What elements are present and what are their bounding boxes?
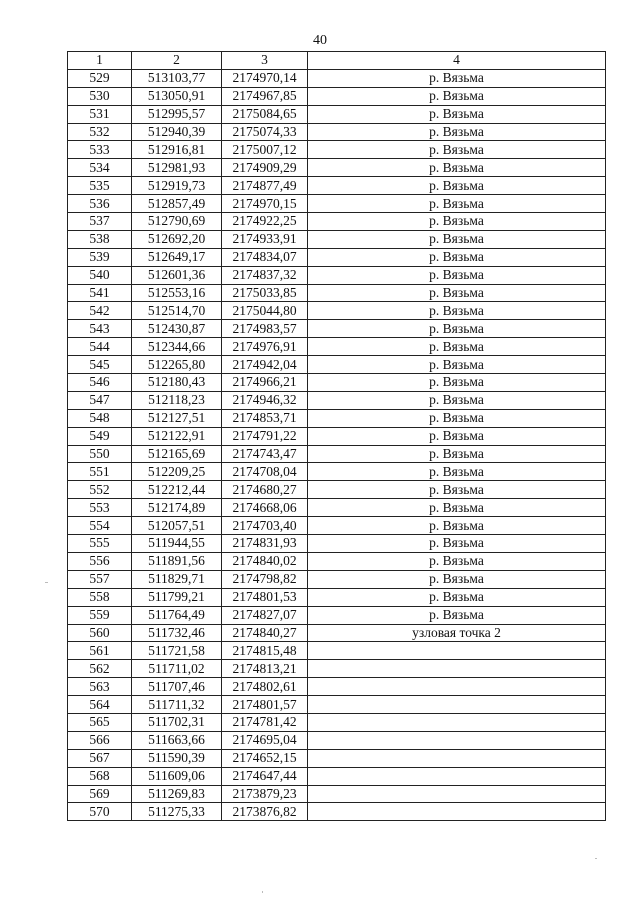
table-row [68,678,606,696]
table-cell-col-2: 511275,33 [132,803,222,821]
table-cell-col-3: 2174703,40 [222,517,308,535]
table-cell-col-3: 2174668,06 [222,499,308,517]
table-cell-col-1: 530 [68,87,132,105]
table-cell-col-1: 557 [68,570,132,588]
table-cell-col-2: 512127,51 [132,409,222,427]
table-cell-col-4 [308,803,606,821]
table-row [68,159,606,177]
table-cell-col-4: р. Вязьма [308,195,606,213]
table-cell-col-2: 512514,70 [132,302,222,320]
table-row [68,302,606,320]
table-row [68,803,606,821]
table-cell-col-4 [308,713,606,731]
table-cell-col-4: р. Вязьма [308,284,606,302]
table-cell-col-1: 568 [68,767,132,785]
table-cell-col-2: 511721,58 [132,642,222,660]
table-row [68,338,606,356]
table-cell-col-4: р. Вязьма [308,338,606,356]
table-cell-col-3: 2174970,15 [222,195,308,213]
table-cell-col-4 [308,767,606,785]
table-cell-col-3: 2175007,12 [222,141,308,159]
table-cell-col-2: 511269,83 [132,785,222,803]
table-cell-col-1: 535 [68,177,132,195]
table-cell-col-3: 2174970,14 [222,69,308,87]
table-cell-col-1: 558 [68,588,132,606]
table-cell-col-2: 511609,06 [132,767,222,785]
table-cell-col-2: 512916,81 [132,141,222,159]
table-cell-col-3: 2173876,82 [222,803,308,821]
table-cell-col-2: 512344,66 [132,338,222,356]
table-row [68,660,606,678]
table-cell-col-3: 2174922,25 [222,213,308,231]
column-header-3: 3 [222,52,308,70]
table-row [68,266,606,284]
table-cell-col-4 [308,749,606,767]
table-cell-col-1: 531 [68,105,132,123]
table-cell-col-3: 2175033,85 [222,284,308,302]
table-cell-col-1: 567 [68,749,132,767]
table-cell-col-4: р. Вязьма [308,535,606,553]
table-cell-col-2: 512165,69 [132,445,222,463]
table-row [68,570,606,588]
table-cell-col-1: 565 [68,713,132,731]
table-cell-col-4: р. Вязьма [308,177,606,195]
table-cell-col-4: р. Вязьма [308,499,606,517]
table-cell-col-4: р. Вязьма [308,105,606,123]
table-cell-col-4 [308,785,606,803]
table-cell-col-3: 2174680,27 [222,481,308,499]
table-cell-col-3: 2174840,27 [222,624,308,642]
table-row [68,374,606,392]
table-cell-col-1: 569 [68,785,132,803]
table-cell-col-4: р. Вязьма [308,320,606,338]
table-cell-col-2: 511799,21 [132,588,222,606]
table-cell-col-2: 511764,49 [132,606,222,624]
table-cell-col-4: р. Вязьма [308,159,606,177]
table-row [68,463,606,481]
table-cell-col-2: 511702,31 [132,713,222,731]
table-cell-col-4: р. Вязьма [308,391,606,409]
table-cell-col-1: 542 [68,302,132,320]
table-row [68,87,606,105]
table-cell-col-4: р. Вязьма [308,481,606,499]
table-cell-col-1: 540 [68,266,132,284]
table-cell-col-4 [308,731,606,749]
table-cell-col-3: 2174815,48 [222,642,308,660]
page-number: 40 [313,33,327,48]
table-cell-col-3: 2174967,85 [222,87,308,105]
table-row [68,624,606,642]
table-cell-col-2: 512857,49 [132,195,222,213]
table-row [68,195,606,213]
table-cell-col-3: 2173879,23 [222,785,308,803]
table-cell-col-1: 561 [68,642,132,660]
table-cell-col-2: 512692,20 [132,230,222,248]
table-cell-col-1: 564 [68,696,132,714]
table-cell-col-2: 512790,69 [132,213,222,231]
table-cell-col-3: 2174834,07 [222,248,308,266]
table-cell-col-4: р. Вязьма [308,302,606,320]
table-cell-col-4: р. Вязьма [308,230,606,248]
table-cell-col-3: 2174877,49 [222,177,308,195]
table-header-row [68,52,606,70]
table-cell-col-3: 2174837,32 [222,266,308,284]
column-header-4: 4 [308,52,606,70]
table-cell-col-4: р. Вязьма [308,266,606,284]
table-row [68,713,606,731]
table-cell-col-1: 570 [68,803,132,821]
column-header-1: 1 [68,52,132,70]
table-cell-col-4 [308,642,606,660]
table-cell-col-2: 512174,89 [132,499,222,517]
table-cell-col-1: 544 [68,338,132,356]
table-cell-col-3: 2174909,29 [222,159,308,177]
table-cell-col-4: р. Вязьма [308,552,606,570]
table-cell-col-3: 2174802,61 [222,678,308,696]
table-cell-col-1: 560 [68,624,132,642]
table-row [68,606,606,624]
table-cell-col-1: 555 [68,535,132,553]
scan-mark [45,582,48,583]
table-row [68,767,606,785]
table-cell-col-3: 2174966,21 [222,374,308,392]
table-row [68,141,606,159]
column-header-2: 2 [132,52,222,70]
table-cell-col-3: 2174798,82 [222,570,308,588]
table-cell-col-2: 512209,25 [132,463,222,481]
table-cell-col-1: 559 [68,606,132,624]
table-row [68,213,606,231]
table-cell-col-2: 511829,71 [132,570,222,588]
table-cell-col-2: 512430,87 [132,320,222,338]
table-row [68,123,606,141]
table-cell-col-1: 538 [68,230,132,248]
table-cell-col-2: 511590,39 [132,749,222,767]
table-cell-col-4: р. Вязьма [308,409,606,427]
table-cell-col-4: р. Вязьма [308,374,606,392]
table-cell-col-2: 513050,91 [132,87,222,105]
table-cell-col-1: 550 [68,445,132,463]
table-cell-col-2: 511707,46 [132,678,222,696]
table-cell-col-1: 563 [68,678,132,696]
table-cell-col-1: 547 [68,391,132,409]
table-cell-col-3: 2175084,65 [222,105,308,123]
table-row [68,749,606,767]
table-cell-col-3: 2174801,57 [222,696,308,714]
table-cell-col-3: 2174652,15 [222,749,308,767]
table-cell-col-3: 2174827,07 [222,606,308,624]
table-cell-col-3: 2174708,04 [222,463,308,481]
table-cell-col-2: 511944,55 [132,535,222,553]
scan-mark [595,858,597,859]
table-cell-col-2: 511663,66 [132,731,222,749]
table-cell-col-2: 512057,51 [132,517,222,535]
table-cell-col-1: 532 [68,123,132,141]
coordinates-table [67,51,606,821]
table-cell-col-2: 512940,39 [132,123,222,141]
table-cell-col-3: 2174647,44 [222,767,308,785]
table-row [68,320,606,338]
table-cell-col-3: 2174813,21 [222,660,308,678]
table-cell-col-3: 2174946,32 [222,391,308,409]
table-cell-col-3: 2175044,80 [222,302,308,320]
table-cell-col-4 [308,696,606,714]
table-cell-col-4: р. Вязьма [308,87,606,105]
table-cell-col-2: 512649,17 [132,248,222,266]
table-cell-col-3: 2174942,04 [222,356,308,374]
table-cell-col-4: р. Вязьма [308,463,606,481]
table-cell-col-3: 2174791,22 [222,427,308,445]
table-row [68,517,606,535]
table-cell-col-4: р. Вязьма [308,588,606,606]
table-row [68,535,606,553]
table-cell-col-1: 546 [68,374,132,392]
table-cell-col-1: 529 [68,69,132,87]
table-cell-col-4: р. Вязьма [308,356,606,374]
table-cell-col-2: 511711,32 [132,696,222,714]
table-cell-col-4: р. Вязьма [308,606,606,624]
table-cell-col-4: р. Вязьма [308,517,606,535]
table-cell-col-3: 2174933,91 [222,230,308,248]
table-row [68,409,606,427]
scan-mark [262,891,263,893]
table-row [68,248,606,266]
table-cell-col-1: 539 [68,248,132,266]
table-row [68,642,606,660]
table-cell-col-4: узловая точка 2 [308,624,606,642]
table-cell-col-1: 556 [68,552,132,570]
table-cell-col-3: 2174831,93 [222,535,308,553]
table-cell-col-2: 512981,93 [132,159,222,177]
table-cell-col-1: 545 [68,356,132,374]
table-cell-col-4: р. Вязьма [308,427,606,445]
table-row [68,427,606,445]
table-cell-col-2: 512118,23 [132,391,222,409]
table-row [68,588,606,606]
table-cell-col-1: 553 [68,499,132,517]
table-cell-col-2: 512995,57 [132,105,222,123]
table-cell-col-1: 548 [68,409,132,427]
table-cell-col-1: 534 [68,159,132,177]
table-row [68,391,606,409]
table-cell-col-4: р. Вязьма [308,69,606,87]
table-cell-col-4: р. Вязьма [308,141,606,159]
table-cell-col-1: 551 [68,463,132,481]
table-cell-col-4: р. Вязьма [308,248,606,266]
table-row [68,356,606,374]
table-row [68,696,606,714]
table-cell-col-3: 2175074,33 [222,123,308,141]
table-cell-col-2: 512601,36 [132,266,222,284]
table-row [68,552,606,570]
table-cell-col-1: 562 [68,660,132,678]
table-cell-col-4 [308,660,606,678]
table-row [68,69,606,87]
table-cell-col-2: 512180,43 [132,374,222,392]
table-row [68,481,606,499]
table-row [68,230,606,248]
table-cell-col-4: р. Вязьма [308,445,606,463]
table-cell-col-1: 549 [68,427,132,445]
table-cell-col-3: 2174853,71 [222,409,308,427]
table-cell-col-2: 512265,80 [132,356,222,374]
table-cell-col-1: 543 [68,320,132,338]
table-cell-col-2: 512919,73 [132,177,222,195]
table-cell-col-2: 512212,44 [132,481,222,499]
table-row [68,499,606,517]
table-row [68,785,606,803]
table-cell-col-2: 511891,56 [132,552,222,570]
table-cell-col-4 [308,678,606,696]
table-cell-col-4: р. Вязьма [308,570,606,588]
table-cell-col-4: р. Вязьма [308,123,606,141]
table-cell-col-1: 552 [68,481,132,499]
table-cell-col-1: 566 [68,731,132,749]
table-body [68,69,606,820]
table-cell-col-2: 511711,02 [132,660,222,678]
table-row [68,105,606,123]
table-cell-col-3: 2174983,57 [222,320,308,338]
table-cell-col-3: 2174976,91 [222,338,308,356]
table-cell-col-3: 2174840,02 [222,552,308,570]
table-cell-col-1: 554 [68,517,132,535]
table-cell-col-4: р. Вязьма [308,213,606,231]
table-row [68,731,606,749]
table-cell-col-2: 511732,46 [132,624,222,642]
table-cell-col-1: 536 [68,195,132,213]
table-cell-col-3: 2174695,04 [222,731,308,749]
table-cell-col-3: 2174801,53 [222,588,308,606]
table-row [68,445,606,463]
table-cell-col-1: 541 [68,284,132,302]
table-cell-col-2: 513103,77 [132,69,222,87]
table-cell-col-2: 512553,16 [132,284,222,302]
table-row [68,284,606,302]
table-cell-col-3: 2174781,42 [222,713,308,731]
table-cell-col-1: 537 [68,213,132,231]
table-cell-col-1: 533 [68,141,132,159]
table-row [68,177,606,195]
table-cell-col-3: 2174743,47 [222,445,308,463]
table-cell-col-2: 512122,91 [132,427,222,445]
